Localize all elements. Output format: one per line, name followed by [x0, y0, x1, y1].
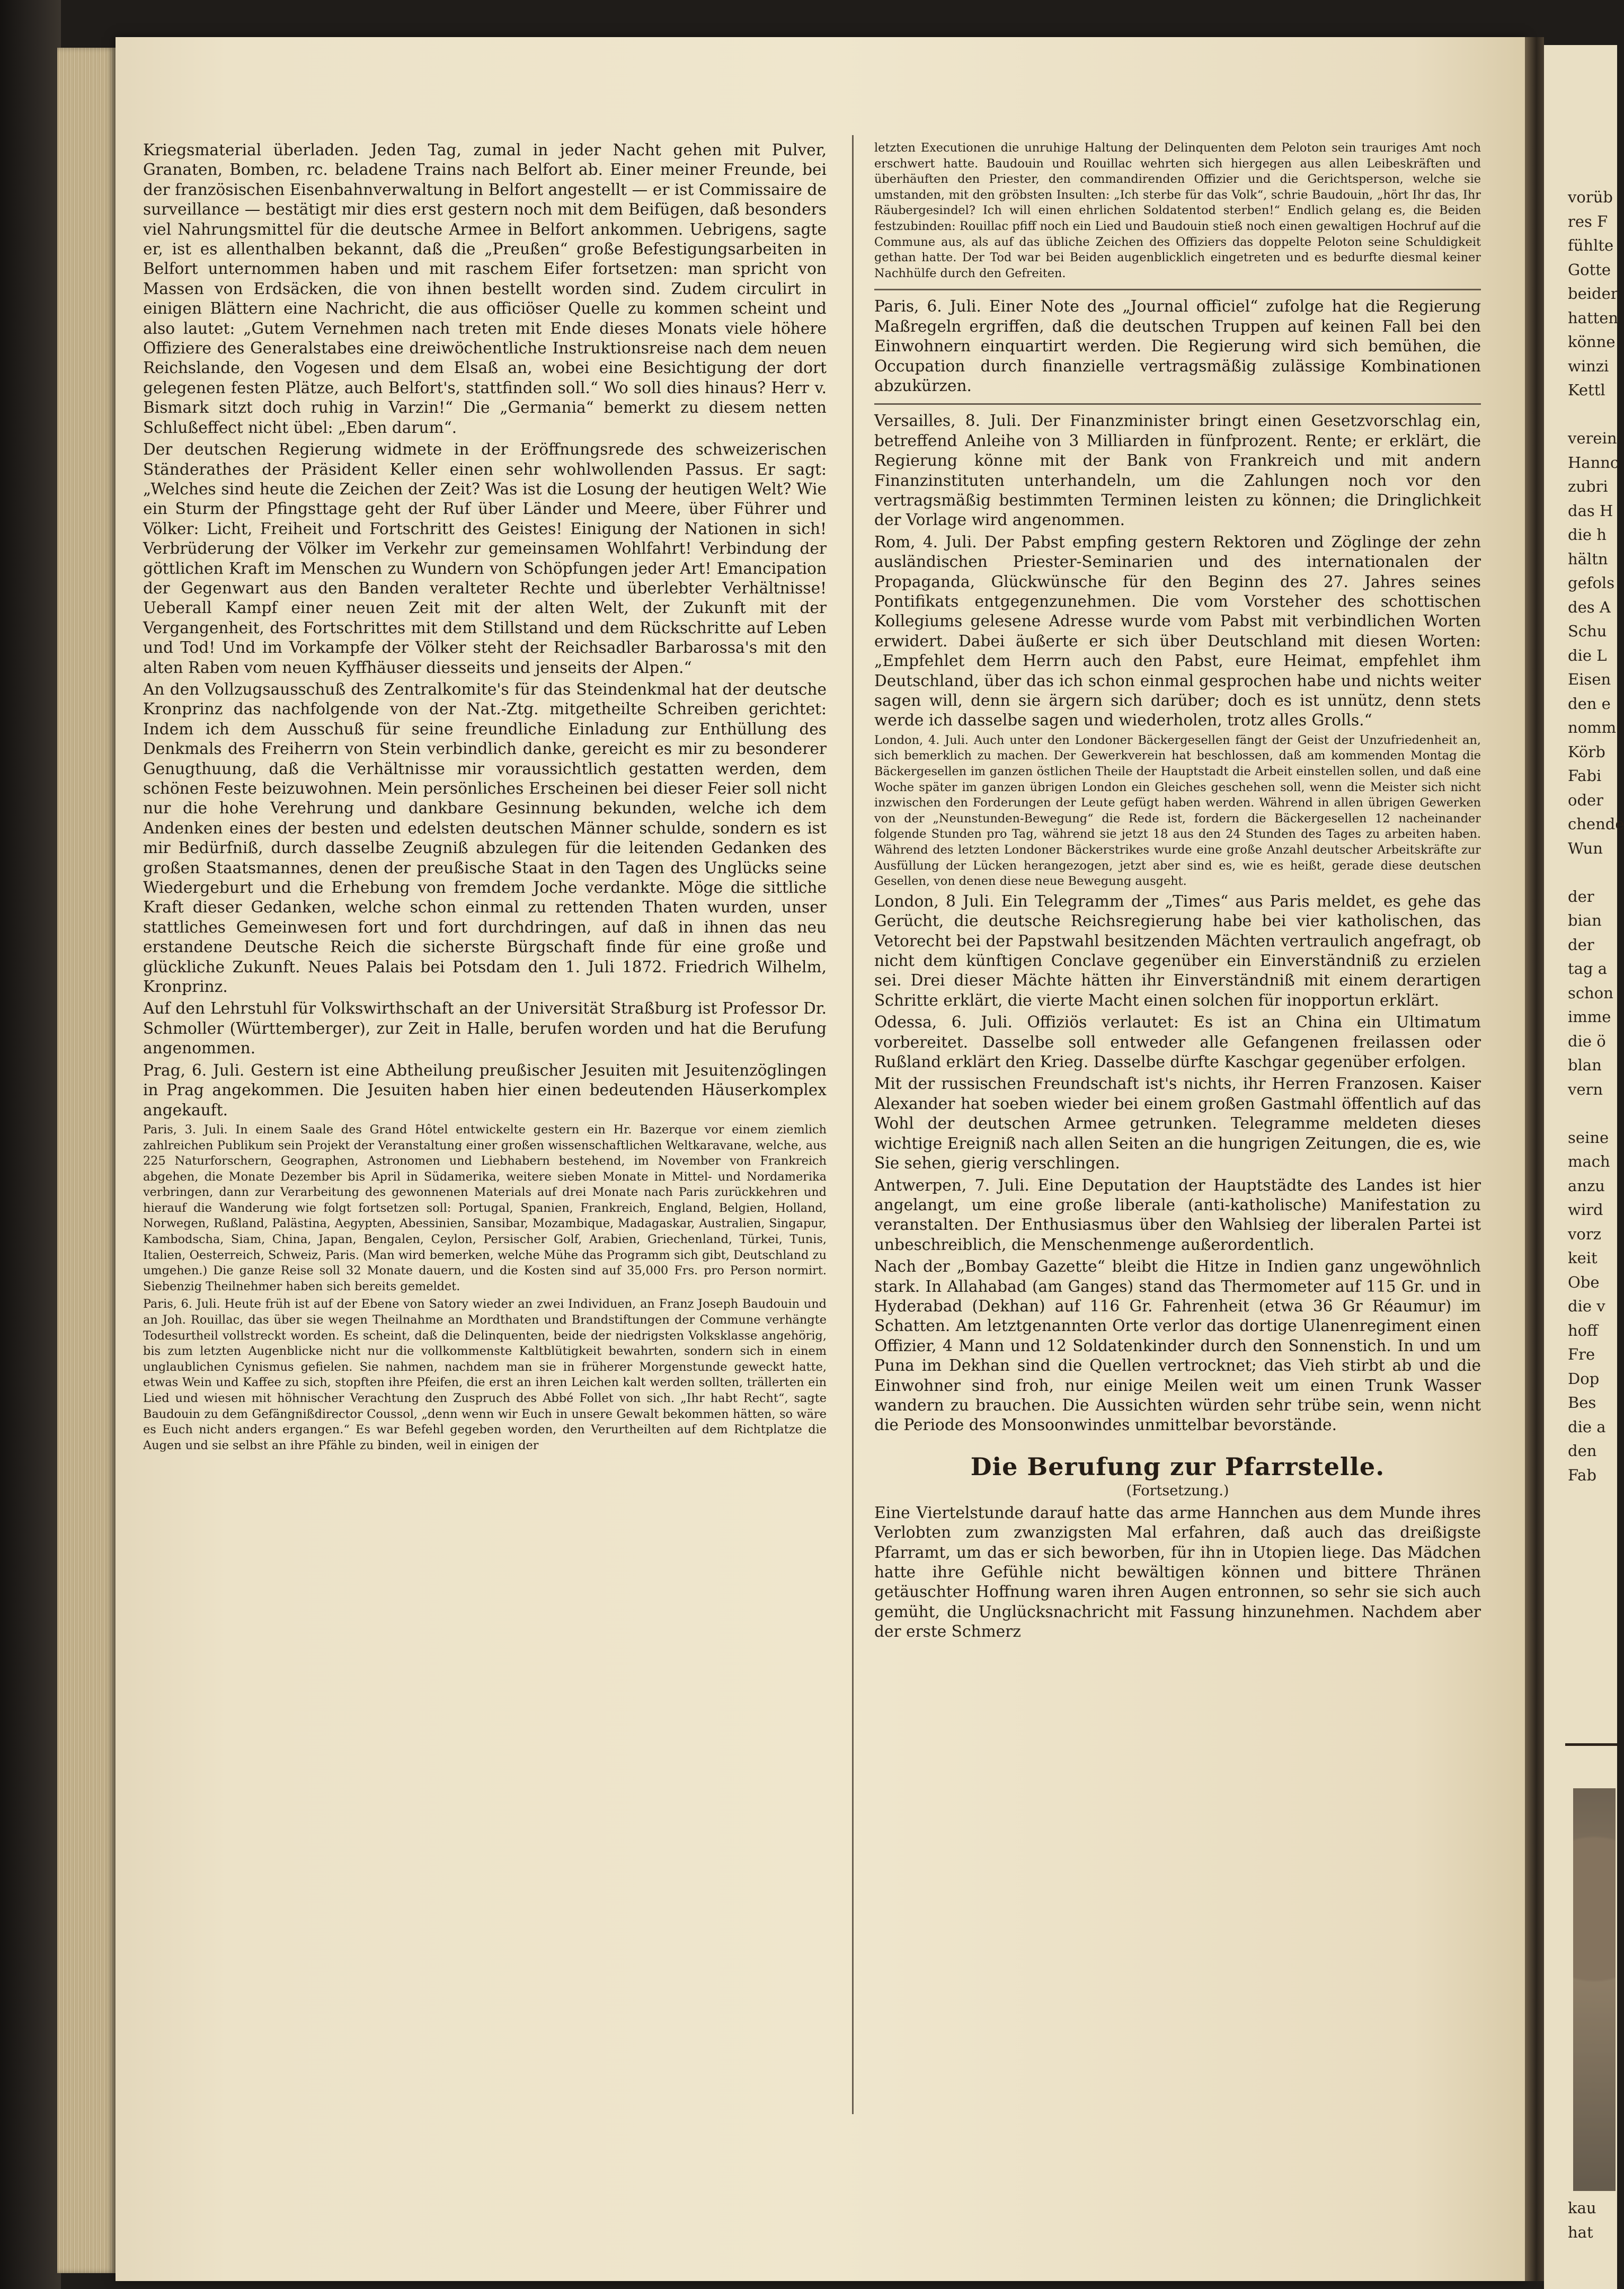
article-divider	[874, 289, 1481, 290]
next-page-fragment: seine	[1568, 1128, 1609, 1147]
next-page-fragment: könne	[1568, 333, 1616, 351]
next-page-edge	[1544, 45, 1624, 2289]
next-page-fragment: vern	[1568, 1080, 1603, 1098]
feuilleton-text: Eine Viertelstunde darauf hatte das arme Hannchen aus dem Munde ihres Verlobten zum zwanzigsten Mal erfahren, daß auch das dreißigste Pfarramt, um das er sich beworben, für ihn in Utopien liege. Das Mädchen hatte ihre Gefühle nicht bewältigen können und bittere Thränen getäuschter Hoffnung waren ihren Augen entronnen, so sehr sie sich auch gemüht, die Unglücksnachricht mit Fassung hinzunehmen. Nachdem aber der erste Schmerz	[874, 1503, 1481, 1641]
column-right-news	[874, 140, 1481, 1435]
next-page-fragment: die v	[1568, 1297, 1605, 1315]
feuilleton	[874, 1451, 1481, 1642]
column_right-article: Antwerpen, 7. Juli. Eine Deputation der Hauptstädte des Landes ist hier angelangt, um eine große liberale (anti-katholische) Manifestation zu veranstalten. Der Enthusiasmus über den Wahlsieg der liberalen Partei ist unbeschreiblich, die Menschenmenge außerordentlich.	[874, 1176, 1481, 1254]
next-page-fragment: Fabi	[1568, 767, 1602, 785]
next-page-fragment: chende	[1568, 815, 1624, 833]
next-page-fragment: anzu	[1568, 1176, 1605, 1195]
feuilleton-title: Die Berufung zur Pfarrstelle.	[970, 1452, 1385, 1481]
next-page-fragment: bian	[1568, 911, 1602, 929]
next-page-fragment: der	[1568, 887, 1594, 906]
article-divider	[874, 403, 1481, 405]
next-page-fragment: wird	[1568, 1201, 1603, 1219]
next-page-fragment: imme	[1568, 1008, 1611, 1026]
next-page-fragment: Hannc	[1568, 453, 1619, 472]
page-edges	[57, 48, 116, 2273]
next-page-fragment: Dop	[1568, 1369, 1600, 1388]
next-page-fragment: nomm	[1568, 718, 1617, 737]
next-page-fragment: Eisen	[1568, 670, 1611, 688]
column_right-article: Rom, 4. Juli. Der Pabst empfing gestern Rektoren und Zöglinge der zehn ausländischen Priester-Seminarien und des internationalen der Propaganda, Glückwünsche für den Beginn des 27. Jahres seines Pontifikats entgegenzunehmen. Die vom Vorsteher des schottischen Kollegiums gelesene Adresse wurde vom Pabst mit verbindlichen Worten erwidert. Dabei äußerte er sich über Deutschland mit diesen Worten: „Empfehlet dem Herrn auch den Pabst, eure Heimat, empfehlet ihm Deutschland, über das ich schon einmal gesprochen habe und nichts weiter sagen will, denn sie ärgern sich darüber; doch es ist unnütz, denn stets werde ich dasselbe sagen und wiederholen, trotz alles Grolls.“	[874, 533, 1481, 730]
page-gutter	[1525, 37, 1544, 2281]
column-left	[143, 140, 827, 1456]
column_left-article: Auf den Lehrstuhl für Volkswirthschaft an der Universität Straßburg ist Professor Dr. Schmoller (Württemberger), zur Zeit in Halle, berufen worden und hat die Berufung angenommen.	[143, 999, 827, 1058]
feuilleton-subtitle: (Fortsetzung.)	[1126, 1482, 1229, 1499]
book-spine	[0, 0, 61, 2289]
next-page-fragment: Bes	[1568, 1394, 1596, 1412]
next-page-rule	[1565, 1743, 1617, 1746]
column_right-article: Paris, 6. Juli. Einer Note des „Journal officiel“ zufolge hat die Regierung Maßregeln ergriffen, daß die deutschen Truppen auf keinen Fall bei den Einwohnern einquartirt werden. Die Regierung wird sich bemühen, die Occupation durch finanzielle vertragsmäßig zulässige Kombinationen abzukürzen.	[874, 297, 1481, 395]
next-page-fragment: winzi	[1568, 357, 1609, 375]
next-page-fragment: keit	[1568, 1249, 1598, 1267]
next-page-fragment: tag a	[1568, 960, 1608, 978]
next-page-fragment: blan	[1568, 1056, 1602, 1074]
column_right-article: Nach der „Bombay Gazette“ bleibt die Hitze in Indien ganz ungewöhnlich stark. In Allahabad (am Ganges) stand das Thermometer auf 115 Gr. und in Hyderabad (Dekhan) auf 116 Gr. Fahrenheit (etwa 36 Gr Réaumur) im Schatten. Am letztgenannten Orte verlor das dortige Ulanenregiment einen Offizier, 4 Mann und 12 Soldatenkinder durch den Sonnenstich. In und um Puna im Dekhan sind die Quellen vertrocknet; das Vieh stirbt ab und die Einwohner sind froh, nur einige Meilen weit um einen Trunk Wasser wandern zu brauchen. Die Aussichten würden sehr trübe sein, wenn nicht die Periode des Monsoonwindes unmittelbar bevorstände.	[874, 1257, 1481, 1434]
column_left-article: Prag, 6. Juli. Gestern ist eine Abtheilung preußischer Jesuiten mit Jesuitenzöglingen in Prag angekommen. Die Jesuiten haben hier einen bedeutenden Häuserkomplex angekauft.	[143, 1061, 827, 1119]
next-page-fragment: hältn	[1568, 549, 1608, 568]
column_left-article: Der deutschen Regierung widmete in der Eröffnungsrede des schweizerischen Ständerathes der Präsident Keller einen sehr wohlwollenden Passus. Er sagt: „Welches sind heute die Zeichen der Zeit? Was ist die Losung der heutigen Welt? Wie ein Sturm der Pfingsttage geht der Ruf über Länder und Meere, über Führer und Völker: Licht, Freiheit und Fortschritt des Geistes! Einigung der Nationen in sich! Verbrüderung der Völker im Verkehr zur gemeinsamen Wohlfahrt! Verbindung der göttlichen Kraft im Menschen zu Wundern von Schöpfungen jeder Art! Emancipation der Gegenwart aus den Banden veralteter Rechte und überlebter Verhältnisse! Ueberall Kampf einer neuen Zeit mit der alten Welt, der Zukunft mit der Vergangenheit, des Fortschrittes mit dem Stillstand und dem Rückschritte auf Leben und Tod! Und im Vorkampfe der Völker steht der Reichsadler Barbarossa's mit den alten Raben vom neuen Kyffhäuser diesseits und jenseits der Alpen.“	[143, 440, 827, 677]
column_left-article: Paris, 3. Juli. In einem Saale des Grand Hôtel entwickelte gestern ein Hr. Bazerque vor einem ziemlich zahlreichen Publikum sein Projekt der Veranstaltung einer großen wissenschaftlichen Weltkaravane, welche, aus 225 Naturforschern, Geographen, Astronomen und Liebhabern bestehend, im November von Frankreich abgehen, die Monate Dezember bis April in Südamerika, weitere sieben Monate in Mittel- und Nordamerika verbringen, dann zur Verarbeitung des gewonnenen Materials auf drei Monate nach Paris zurückkehren und hierauf die Wanderung wie folgt fortsetzen soll: Portugal, Spanien, Frankreich, England, Belgien, Holland, Norwegen, Rußland, Palästina, Aegypten, Abessinien, Sansibar, Mozambique, Madagaskar, Australien, Singapur, Kambodscha, Siam, China, Japan, Bengalen, Ceylon, Persischer Golf, Arabien, Griechenland, Türkei, Tunis, Italien, Oesterreich, Schweiz, Paris. (Man wird bemerken, welche Mühe das Programm sich gibt, Deutschland zu umgehen.) Die ganze Reise soll 32 Monate dauern, und die Kosten sind auf 35,000 Frs. pro Person normirt. Siebenzig Theilnehmer haben sich bereits gemeldet.	[143, 1122, 827, 1293]
column-right	[874, 140, 1481, 1644]
next-page-fragment: die L	[1568, 646, 1607, 664]
column-rule	[852, 135, 854, 2114]
next-page-fragment: die a	[1568, 1417, 1606, 1436]
next-page-fragment: fühlte	[1568, 236, 1614, 254]
column_left-article: Paris, 6. Juli. Heute früh ist auf der Ebene von Satory wieder an zwei Individuen, an Franz Joseph Baudouin und an Joh. Rouillac, das über sie wegen Theilnahme an Mordthaten und Brandstiftungen der Commune verhängte Todesurtheil vollstreckt worden. Es scheint, daß die Delinquenten, beide der niedrigsten Volksklasse angehörig, bis zum letzten Augenblicke nicht nur die vollkommenste Kaltblütigkeit bewahrten, sondern sich in einem unglaublichen Cynismus gefielen. Sie nahmen, nachdem man sie in früherer Morgenstunde geweckt hatte, etwas Wein und Kaffee zu sich, stopften ihre Pfeifen, die erst an ihren Leichen kalt werden sollten, trällerten ein Lied und wiesen mit höhnischer Verachtung den Zuspruch des Abbé Follet von sich. „Ihr habt Recht“, sagte Baudouin zu dem Gefängnißdirector Coussol, „denn wenn wir Euch in unsere Gewalt bekommen hätten, so wäre es Euch nicht anders ergangen.“ Es war Befehl gegeben worden, den Verurtheilten auf dem Richtplatze die Augen und sie selbst an ihre Pfähle zu binden, weil in einigen der	[143, 1297, 827, 1452]
column_right-article: Versailles, 8. Juli. Der Finanzminister bringt einen Gesetzvorschlag ein, betreffend Anleihe von 3 Milliarden in fünfprozent. Rente; er erklärt, die Regierung könne mit der Bank von Frankreich und mit andern Finanzinstituten unterhandeln, um die Zahlungen noch vor den vertragsmäßig bestimmten Terminen leisten zu können; die Dringlichkeit der Vorlage wird angenommen.	[874, 412, 1481, 529]
next-page-fragment: vorz	[1568, 1225, 1601, 1243]
next-page-fragment: beider	[1568, 285, 1618, 303]
next-page-ornament	[1573, 1788, 1616, 2191]
next-page-fragment: Fab	[1568, 1466, 1597, 1484]
next-page-fragment: des A	[1568, 598, 1611, 616]
column_right-article: letzten Executionen die unruhige Haltung der Delinquenten dem Peloton sein trauriges Amt noch erschwert hatte. Baudouin und Rouillac wehrten sich hiergegen aus allen Leibeskräften und überhäuften den Priester, den commandirenden Offizier und die Gerichtsperson, welche sie umstanden, mit den gröbsten Insulten: „Ich sterbe für das Volk“, schrie Baudouin, „hört Ihr das, Ihr Räubergesindel? Ich will einen ehrlichen Soldatentod sterben!“ Endlich gelang es, die Beiden festzubinden: Rouillac pfiff noch ein Lied und Baudouin stieß noch einen gewaltigen Hochruf auf die Commune aus, als auf das übliche Zeichen des Offiziers das doppelte Peloton seine Schuldigkeit gethan hatte. Der Tod war bei Beiden augenblicklich eingetreten und es bedurfte diesmal keiner Nachhülfe durch den Gefreiten.	[874, 141, 1481, 280]
next-page-fragment: den e	[1568, 694, 1611, 713]
next-page-fragment: den	[1568, 1442, 1597, 1460]
next-page-fragment: Wun	[1568, 839, 1603, 857]
next-page-fragment: verein	[1568, 429, 1617, 447]
next-page-fragment	[1544, 860, 1624, 885]
next-page-fragment: das H	[1568, 501, 1613, 520]
next-page-fragment: der	[1568, 935, 1594, 954]
column_right-article: Odessa, 6. Juli. Offiziös verlautet: Es ist an China ein Ultimatum vorbereitet. Dasselbe soll entweder alle Gefangenen freilassen oder Rußland erklärt den Krieg. Dasselbe dürfte Kaschgar gegenüber erfolgen.	[874, 1013, 1481, 1071]
next-page-fragment	[1544, 403, 1624, 427]
next-page-fragment: vorüb	[1568, 188, 1613, 206]
next-page-fragment: hoff	[1568, 1321, 1598, 1339]
column_right-article: Mit der russischen Freundschaft ist's nichts, ihr Herren Franzosen. Kaiser Alexander hat soeben wieder bei einem großen Gastmahl öffentlich auf das Wohl der deutschen Armee getrunken. Telegramme meldeten dieses wichtige Ereigniß nach allen Seiten an die hungrigen Zeitungen, die es, wie Sie sehen, gierig verschlingen.	[874, 1075, 1481, 1173]
column_left-article: An den Vollzugsausschuß des Zentralkomite's für das Steindenkmal hat der deutsche Kronprinz das nachfolgende von der Nat.-Ztg. mitgetheilte Schreiben gerichtet: Indem ich dem Ausschuß für seine freundliche Einladung zur Enthüllung des Denkmals des Freiherrn von Stein verbindlich danke, gereicht es mir zu besonderer Genugthuung, daß die Verhältnisse mir voraussichtlich gestatten werden, dem schönen Feste beizuwohnen. Mein persönliches Erscheinen bei dieser Feier soll nicht nur die hohe Verehrung und dankbare Gesinnung bekunden, welche ich dem Andenken eines der besten und edelsten deutschen Männer schulde, sondern es ist mir Bedürfniß, durch dasselbe Zeugniß abzulegen für die leitenden Gedanken des großen Staatsmannes, denen der preußische Staat in den Tagen des Unglücks seine Wiedergeburt und die Erhebung von fremdem Joche verdankte. Möge die sittliche Kraft dieser Gedanken, welche schon einmal zu rettenden Thaten wurden, unser stattliches Gemeinwesen fort und fort durchdringen, auf daß in ihnen das neu erstandene Deutsche Reich die sicherste Bürgschaft finde für eine große und glückliche Zukunft. Neues Palais bei Potsdam den 1. Juli 1872. Friedrich Wilhelm, Kronprinz.	[143, 680, 827, 996]
next-page-fragment: oder	[1568, 791, 1604, 809]
next-page-fragment: Obe	[1568, 1273, 1600, 1291]
next-page-fragment: zubri	[1568, 477, 1608, 495]
next-page-fragment: mach	[1568, 1152, 1610, 1170]
next-page-fragment: hat	[1568, 2223, 1593, 2241]
next-page-fragment: Körb	[1568, 742, 1605, 761]
next-page-fragment	[1544, 1102, 1624, 1126]
next-page-fragment: Fre	[1568, 1345, 1595, 1363]
next-page-fragment: Gotte	[1568, 260, 1611, 279]
column_right-article: London, 4. Juli. Auch unter den Londoner Bäckergesellen fängt der Geist der Unzufriedenheit an, sich bemerklich zu machen. Der Gewerkverein hat beschlossen, daß am kommenden Montag die Bäckergesellen im ganzen östlichen Theile der Hauptstadt die Arbeit einstellen sollen, und daß eine Woche später im ganzen übrigen London ein Gleiches geschehen soll, wenn die Meister sich nicht inzwischen den Forderungen der Leute gefügt haben werden. Während in allen übrigen Gewerken von der „Neunstunden-Bewegung“ die Rede ist, fordern die Bäckergesellen 12 nacheinander folgende Stunden pro Tag, während sie jetzt 18 aus den 24 Stunden des Tages zu arbeiten haben. Während des letzten Londoner Bäckerstrikes wurde eine große Anzahl deutscher Arbeitskräfte zur Ausfüllung der Lücken herangezogen, jetzt aber sind es, wie es heißt, gerade diese deutschen Gesellen, von denen diese neue Bewegung ausgeht.	[874, 733, 1481, 889]
next-page-fragment: die ö	[1568, 1032, 1606, 1050]
next-page-fragment: gefols	[1568, 574, 1615, 592]
next-page-fragment: Kettl	[1568, 381, 1605, 399]
next-page-text-fragments	[1544, 185, 1624, 1487]
next-page-fragment: kau	[1568, 2199, 1596, 2217]
column_left-article: Kriegsmaterial überladen. Jeden Tag, zumal in jeder Nacht gehen mit Pulver, Granaten, Bomben, rc. beladene Trains nach Belfort ab. Einer meiner Freunde, bei der französischen Eisenbahnverwaltung in Belfort angestellt — er ist Commissaire de surveillance — bestätigt mir dies erst gestern noch mit dem Beifügen, daß besonders viel Nahrungsmittel für die deutsche Armee in Belfort ankommen. Uebrigens, sagte er, ist es allenthalben bekannt, daß die „Preußen“ große Befestigungsarbeiten in Belfort unternommen haben und mit raschem Eifer fortsetzen: man spricht von Massen von Erdsäcken, die von ihnen bestellt worden sind. Zudem circulirt in einigen Blättern eine Nachricht, die aus officiöser Quelle zu kommen scheint und also lautet: „Gutem Vernehmen nach treten mit Ende dieses Monats viele höhere Offiziere des Generalstabes eine dreiwöchentliche Instruktionsreise nach dem neuen Reichslande, den Vogesen und dem Elsaß an, wobei eine Besichtigung der dort gelegenen festen Plätze, auch Belfort's, stattfinden soll.“ Wo soll dies hinaus? Herr v. Bismark sitzt doch ruhig in Varzin!“ Die „Germania“ bemerkt zu diesem netten Schlußeffect nicht übel: „Eben darum“.	[143, 141, 827, 437]
next-page-fragment: Schu	[1568, 622, 1607, 640]
column_right-article: London, 8 Juli. Ein Telegramm der „Times“ aus Paris meldet, es gehe das Gerücht, die deutsche Reichsregierung habe bei vier katholischen, das Vetorecht bei der Papstwahl besitzenden Mächten vertraulich angefragt, ob nicht dem künftigen Conclave gegenüber ein Einverständniß zu erzielen sei. Drei dieser Mächte hätten ihr Einverständniß mit einem derartigen Schritte erklärt, die vierte Macht einen solchen für inopportun erklärt.	[874, 892, 1481, 1009]
next-page-fragment: res F	[1568, 212, 1608, 230]
next-page-fragment: schon	[1568, 983, 1613, 1002]
next-page-fragment: die h	[1568, 526, 1607, 544]
next-page-bottom-fragments	[1544, 2196, 1596, 2244]
next-page-fragment: hatten	[1568, 308, 1619, 327]
